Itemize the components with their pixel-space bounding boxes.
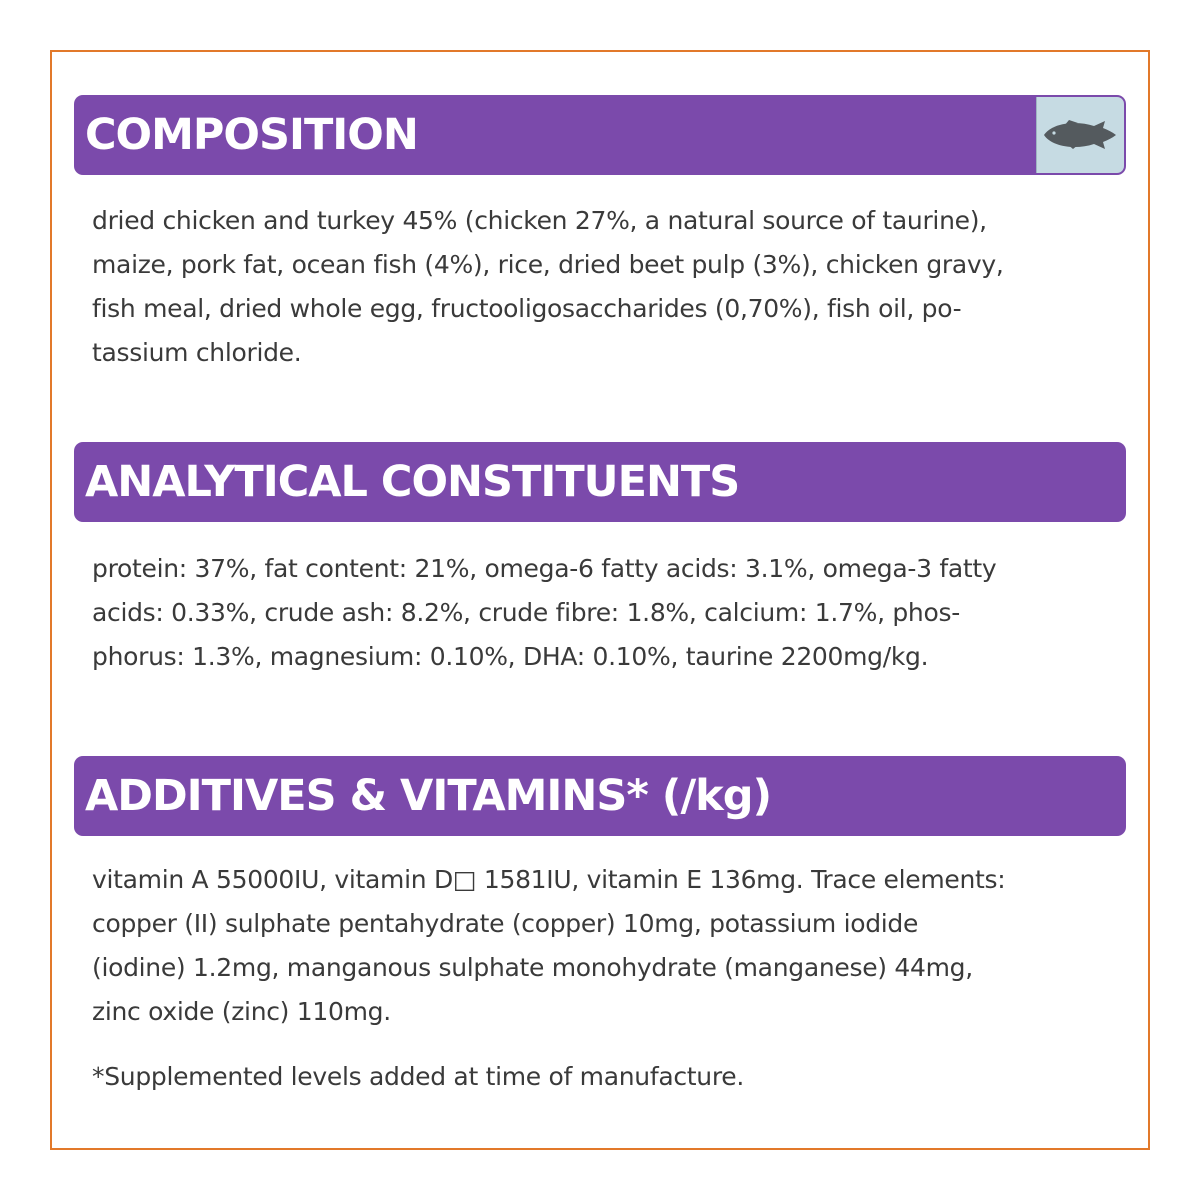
fish-icon — [1042, 118, 1120, 152]
additives-line: (iodine) 1.2mg, manganous sulphate monohydrate (manganese) 44mg, — [92, 953, 973, 982]
composition-line: fish meal, dried whole egg, fructooligosaccharides (0,70%), fish oil, po- — [92, 294, 962, 323]
additives-title: ADDITIVES & VITAMINS* (/kg) — [85, 771, 772, 821]
composition-line: tassium chloride. — [92, 338, 302, 367]
additives-line: zinc oxide (zinc) 110mg. — [92, 997, 391, 1026]
fish-icon-box — [1036, 97, 1124, 173]
composition-header — [74, 95, 1126, 175]
composition-text — [92, 199, 1122, 375]
footnote-text: *Supplemented levels added at time of manufacture. — [92, 1062, 745, 1091]
composition-line: dried chicken and turkey 45% (chicken 27%, a natural source of taurine), — [92, 206, 987, 235]
analytical-line: acids: 0.33%, crude ash: 8.2%, crude fibre: 1.8%, calcium: 1.7%, phos- — [92, 598, 960, 627]
additives-line: vitamin A 55000IU, vitamin D□ 1581IU, vitamin E 136mg. Trace elements: — [92, 865, 1006, 894]
footnote — [92, 1055, 1122, 1099]
analytical-header — [74, 442, 1126, 522]
analytical-text — [92, 547, 1122, 679]
composition-title: COMPOSITION — [85, 110, 418, 160]
additives-header — [74, 756, 1126, 836]
composition-line: maize, pork fat, ocean fish (4%), rice, dried beet pulp (3%), chicken gravy, — [92, 250, 1004, 279]
additives-line: copper (II) sulphate pentahydrate (copper) 10mg, potassium iodide — [92, 909, 919, 938]
analytical-line: phorus: 1.3%, magnesium: 0.10%, DHA: 0.10%, taurine 2200mg/kg. — [92, 642, 929, 671]
analytical-title: ANALYTICAL CONSTITUENTS — [85, 457, 740, 507]
analytical-line: protein: 37%, fat content: 21%, omega-6 fatty acids: 3.1%, omega-3 fatty — [92, 554, 997, 583]
additives-text — [92, 858, 1122, 1034]
